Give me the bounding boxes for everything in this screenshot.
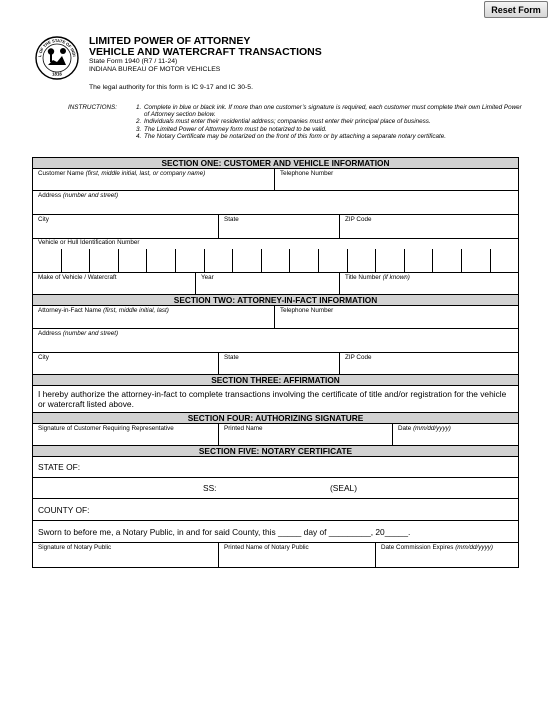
instruction-item: 2. Individuals must enter their residential address; companies must enter their principal place of business. xyxy=(136,118,431,126)
attorney-name-input[interactable] xyxy=(38,314,269,325)
vehicle-make-cell: Make of Vehicle / Watercraft xyxy=(33,273,196,294)
vehicle-year-input[interactable] xyxy=(201,281,334,292)
title-number-input[interactable] xyxy=(345,281,513,292)
vin-label: Vehicle or Hull Identification Number xyxy=(38,239,140,246)
customer-signature-input[interactable] xyxy=(38,432,213,443)
instructions-label: INSTRUCTIONS: xyxy=(68,104,117,111)
form-title: LIMITED POWER OF ATTORNEY xyxy=(89,35,251,47)
notary-ss-label: SS: xyxy=(203,483,217,493)
attorney-address-input[interactable] xyxy=(38,337,513,348)
instructions-list xyxy=(136,104,526,140)
attorney-name-cell: Attorney-in-Fact Name (first, middle initial, last) xyxy=(33,306,275,328)
form-number: State Form 1940 (R7 / 11-24) xyxy=(89,58,178,65)
instruction-item: 4. The Notary Certificate may be notarized on the front of this form or by attaching a separate notary certificate. xyxy=(136,132,447,140)
customer-zip-cell: ZIP Code xyxy=(340,215,518,238)
customer-address-input[interactable] xyxy=(38,199,513,210)
attorney-telephone-cell: Telephone Number xyxy=(275,306,518,328)
customer-name-cell: Customer Name (first, middle initial, last, or company name) xyxy=(33,169,275,190)
attorney-city-cell: City xyxy=(33,353,219,374)
instruction-item: 1. Complete in blue or black ink. If more than one customer’s signature is required, each customer must complete their own Limited Power of Attorney section below. xyxy=(136,104,522,119)
section-five-header: SECTION FIVE: NOTARY CERTIFICATE xyxy=(33,446,518,457)
notary-printed-name-input[interactable] xyxy=(224,551,370,562)
customer-state-cell: State xyxy=(219,215,340,238)
title-number-cell: Title Number (if known) xyxy=(340,273,518,294)
attorney-zip-input[interactable] xyxy=(345,361,513,372)
customer-telephone-input[interactable] xyxy=(280,177,513,188)
notary-signature-input[interactable] xyxy=(38,551,213,562)
commission-expires-input[interactable] xyxy=(381,551,513,562)
customer-signature-cell: Signature of Customer Requiring Representative xyxy=(33,424,219,445)
vin-boxes[interactable] xyxy=(33,249,518,272)
customer-city-input[interactable] xyxy=(38,223,213,234)
notary-state-of: STATE OF: xyxy=(38,462,81,472)
vehicle-year-cell: Year xyxy=(196,273,340,294)
instruction-item: 3. The Limited Power of Attorney form must be notarized to be valid. xyxy=(136,125,327,133)
attorney-state-input[interactable] xyxy=(224,361,334,372)
notary-sworn-text: Sworn to before me, a Notary Public, in and for said County, this _____ day of _________, 20_____. xyxy=(38,527,411,537)
section-three-header: SECTION THREE: AFFIRMATION xyxy=(33,375,518,386)
notary-ss-row xyxy=(33,478,518,498)
reset-form-button[interactable]: Reset Form xyxy=(484,1,548,18)
section-one-header: SECTION ONE: CUSTOMER AND VEHICLE INFORMATION xyxy=(33,158,518,169)
attorney-address-cell: Address (number and street) xyxy=(33,329,518,352)
customer-telephone-cell: Telephone Number xyxy=(275,169,518,190)
customer-city-cell: City xyxy=(33,215,219,238)
indiana-state-seal xyxy=(35,36,79,80)
signature-date-input[interactable] xyxy=(398,432,513,443)
attorney-state-cell: State xyxy=(219,353,340,374)
affirmation-text: I hereby authorize the attorney-in-fact to complete transactions involving the certificate of title and/or registration for the vehicle or watercraft listed above. xyxy=(38,389,507,409)
attorney-telephone-input[interactable] xyxy=(280,314,513,325)
legal-authority: The legal authority for this form is IC 9-17 and IC 30-5. xyxy=(89,84,253,91)
customer-printed-name-cell: Printed Name xyxy=(219,424,393,445)
notary-county-of: COUNTY OF: xyxy=(38,505,90,515)
customer-address-cell: Address (number and street) xyxy=(33,191,518,214)
customer-state-input[interactable] xyxy=(224,223,334,234)
notary-signature-cell: Signature of Notary Public xyxy=(33,543,219,567)
seal-year: 1816 xyxy=(52,71,62,77)
attorney-city-input[interactable] xyxy=(38,361,213,372)
section-two-header: SECTION TWO: ATTORNEY-IN-FACT INFORMATION xyxy=(33,295,518,306)
poa-form xyxy=(32,157,519,568)
notary-seal-label: (SEAL) xyxy=(330,483,357,493)
form-header xyxy=(89,36,322,74)
vehicle-make-input[interactable] xyxy=(38,281,190,292)
form-subtitle: VEHICLE AND WATERCRAFT TRANSACTIONS xyxy=(89,46,322,58)
attorney-zip-cell: ZIP Code xyxy=(340,353,518,374)
customer-name-input[interactable] xyxy=(38,177,269,188)
section-four-header: SECTION FOUR: AUTHORIZING SIGNATURE xyxy=(33,413,518,424)
signature-date-cell: Date (mm/dd/yyyy) xyxy=(393,424,518,445)
agency-name: INDIANA BUREAU OF MOTOR VEHICLES xyxy=(89,66,221,73)
seal-text: L OF THE STATE OF INDI xyxy=(37,37,77,58)
customer-printed-name-input[interactable] xyxy=(224,432,387,443)
commission-expires-cell: Date Commission Expires (mm/dd/yyyy) xyxy=(376,543,518,567)
notary-printed-name-cell: Printed Name of Notary Public xyxy=(219,543,376,567)
customer-zip-input[interactable] xyxy=(345,223,513,234)
